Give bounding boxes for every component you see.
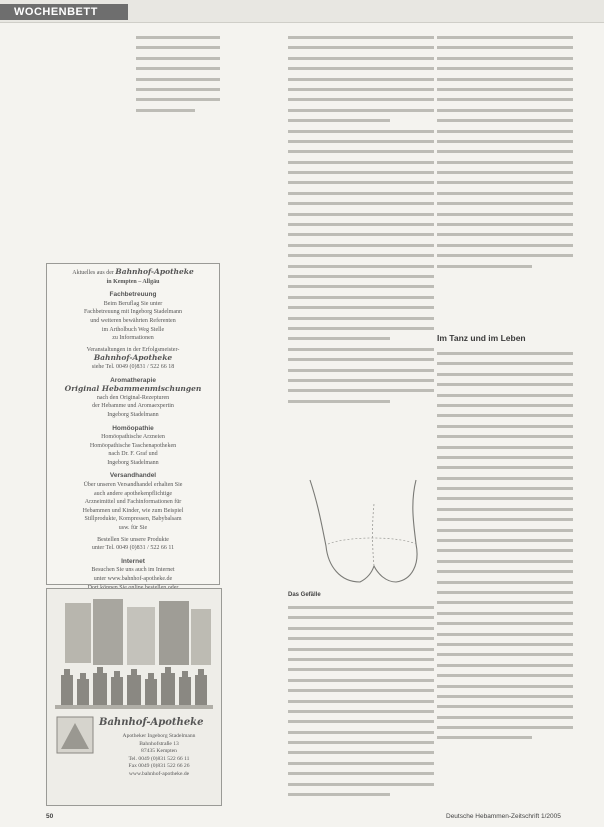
ad-url[interactable]: unter www.bahnhof-apotheke.de <box>93 576 173 582</box>
ad-line: Homöopathische Arzneien <box>101 434 165 441</box>
ad-line: Beim Beruflag Sie unter <box>103 300 163 307</box>
ad-brand-line: Bahnhof-Apotheke <box>93 353 173 363</box>
section-title: WOCHENBETT <box>0 4 128 20</box>
address-line: Tel. 0049 (0)831 522 66 11 <box>128 755 190 762</box>
right-column-text-bottom <box>437 352 573 739</box>
ad-section-aromatherapie: Aromatherapie <box>110 376 156 384</box>
journal-footer: Deutsche Hebammen-Zeitschrift 1/2005 <box>446 813 561 820</box>
ad-line: Homöopathische Taschenapotheken <box>89 442 177 449</box>
section-subheading: Im Tanz und im Leben <box>437 333 526 343</box>
ad-line: und weiteren bewährten Referenten <box>90 317 176 324</box>
ad-line: Stillprodukte, Kompressen, Babybalsam <box>84 516 182 523</box>
ad-line: nach Dr. F. Graf und <box>108 451 158 458</box>
ad-line: usw. für Sie <box>118 525 148 532</box>
ad-line: auch andere apothekenpflichtige <box>94 490 172 497</box>
ad-phone: unter Tel. 0049 (0)831 / 522 66 11 <box>91 545 175 552</box>
ad-line: Besuchen Sie uns auch im Internet <box>91 567 175 574</box>
ad-intro: Aktuelles aus der Bahnhof-Apotheke <box>72 267 194 276</box>
ad-line: Über unseren Versandhandel erhalten Sie <box>83 482 183 489</box>
address-line: Apotheker Ingeborg Stadelmann <box>122 733 196 739</box>
page-number: 50 <box>46 813 54 820</box>
ad-section-homoeopathie: Homöopathie <box>112 424 154 432</box>
ad-line: zu Informationen <box>112 335 154 342</box>
ad-line: Ingeborg Stadelmann <box>107 411 159 418</box>
ad-line: Ingeborg Stadelmann <box>107 459 159 466</box>
ad-line: nach den Original-Rezepturen <box>96 394 170 401</box>
right-column-text-top <box>437 36 573 268</box>
header-bar <box>0 0 604 23</box>
ad-line: Fachbetreuung mit Ingeborg Stadelmann <box>83 309 183 316</box>
left-column-text <box>136 36 220 112</box>
address-line: Fax 0049 (0)831 522 66 26 <box>128 763 190 770</box>
pharmacy-ad <box>46 263 220 585</box>
address-line[interactable]: www.bahnhof-apotheke.de <box>128 770 190 777</box>
photo-ad-brand: Bahnhof-Apotheke <box>99 717 204 728</box>
ad-section-fachbetreuung: Fachbetreuung <box>109 291 157 299</box>
figure-caption: Das Gefälle <box>288 592 321 598</box>
address-line: Bahnhofstraße 13 <box>139 740 179 747</box>
ad-line: im Artholbuch Weg Stelle <box>101 326 165 333</box>
ad-line: Hebammen und Kinder, wie zum Beispiel <box>82 507 184 514</box>
ad-line: Bestellen Sie unsere Produkte <box>97 536 169 543</box>
figure-illustration <box>288 474 434 590</box>
address-line: 87435 Kempten <box>141 748 177 755</box>
ad-line: siehe Tel. 0049 (0)831 / 522 66 18 <box>91 363 175 370</box>
photo-ad-address <box>103 733 215 779</box>
ad-city: in Kempten – Allgäu <box>106 278 160 285</box>
ad-brand-line: Original Hebammenmischungen <box>64 384 202 394</box>
middle-column-text-top <box>288 36 434 403</box>
ad-section-versandhandel: Versandhandel <box>109 472 157 480</box>
product-photo-ad <box>46 588 222 806</box>
ad-line: Arzneimittel und Fachinformationen für <box>84 499 182 506</box>
ad-line: der Hebamme und Aromaexpertin <box>92 403 174 410</box>
middle-column-text-bottom <box>288 606 434 796</box>
ad-line: Veranstaltungen in der Erfolgsmeister- <box>86 346 180 353</box>
ad-section-internet: Internet <box>121 557 145 565</box>
